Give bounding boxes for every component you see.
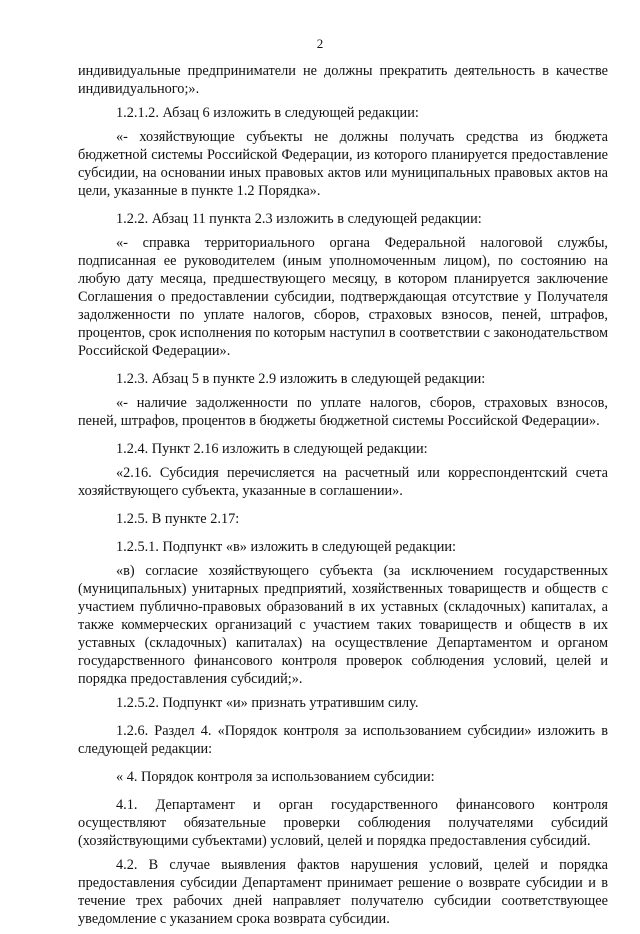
- paragraph-quote-debt: «- наличие задолженности по уплате налогов, сборов, страховых взносов, пеней, штрафов, процентов в бюджеты бюджетной системы Российской Федерации».: [78, 395, 608, 429]
- section-4-heading: « 4. Порядок контроля за использованием субсидии:: [116, 769, 435, 785]
- paragraph-1-2-3: 1.2.3. Абзац 5 в пункте 2.9 изложить в следующей редакции:: [116, 371, 486, 387]
- paragraph-1-2-4: 1.2.4. Пункт 2.16 изложить в следующей редакции:: [116, 441, 428, 457]
- paragraph-1-2-6: 1.2.6. Раздел 4. «Порядок контроля за использованием субсидии» изложить в следующей редакции:: [78, 723, 608, 757]
- paragraph-quote-2-16: «2.16. Субсидия перечисляется на расчетный или корреспондентский счета хозяйствующего субъекта, указанные в соглашении».: [78, 465, 608, 499]
- paragraph-1-2-1-2: 1.2.1.2. Абзац 6 изложить в следующей редакции:: [116, 105, 419, 121]
- paragraph-4-2: 4.2. В случае выявления фактов нарушения условий, целей и порядка предоставления субсидии Департамент принимает решение о возврате субсидии и в течение трех рабочих дней направляет получателю субсидии соответствующее уведомление с указанием срока возврата субсидии.: [78, 857, 608, 927]
- paragraph-continuation: индивидуальные предприниматели не должны прекратить деятельность в качестве индивидуального;».: [78, 63, 608, 97]
- paragraph-quote-consent: «в) согласие хозяйствующего субъекта (за исключением государственных (муниципальных) унитарных предприятий, хозяйственных товариществ и обществ с участием публично-правовых образований в их уставных (складочных) капиталах, а также коммерческих организаций с участием таких товариществ и обществ в их уставных (складочных) капиталах) на осуществление Департаментом и органом государственного финансового контроля проверок соблюдения условий, целей и порядка предоставления субсидий;».: [78, 563, 608, 687]
- paragraph-4-1: 4.1. Департамент и орган государственного финансового контроля осуществляют обязательные проверки соблюдения получателями субсидий (хозяйствующими субъектами) условий, целей и порядка предоставления субсидий.: [78, 797, 608, 849]
- paragraph-1-2-2: 1.2.2. Абзац 11 пункта 2.3 изложить в следующей редакции:: [116, 211, 482, 227]
- paragraph-quote-tax-certificate: «- справка территориального органа Федеральной налоговой службы, подписанная ее руководителем (иным уполномоченным лицом), по состоянию на любую дату месяца, предшествующего месяцу, в котором планируется заключение Соглашения о предоставлении субсидии, подтверждающая отсутствие у Получателя задолженности по уплате налогов, сборов, страховых взносов, пеней, штрафов, процентов, срок исполнения по которым наступил в соответствии с законодательством Российской Федерации».: [78, 235, 608, 359]
- page-number: 2: [316, 36, 324, 51]
- document-body: [78, 62, 608, 934]
- paragraph-1-2-5-2: 1.2.5.2. Подпункт «и» признать утратившим силу.: [116, 695, 419, 711]
- paragraph-1-2-5: 1.2.5. В пункте 2.17:: [116, 511, 240, 527]
- paragraph-quote-subjects: «- хозяйствующие субъекты не должны получать средства из бюджета бюджетной системы Российской Федерации, из которого планируется предоставление субсидии, на основании иных правовых актов или муниципальных правовых актов на цели, указанные в пункте 1.2 Порядка».: [78, 129, 608, 199]
- paragraph-1-2-5-1: 1.2.5.1. Подпункт «в» изложить в следующей редакции:: [116, 539, 456, 555]
